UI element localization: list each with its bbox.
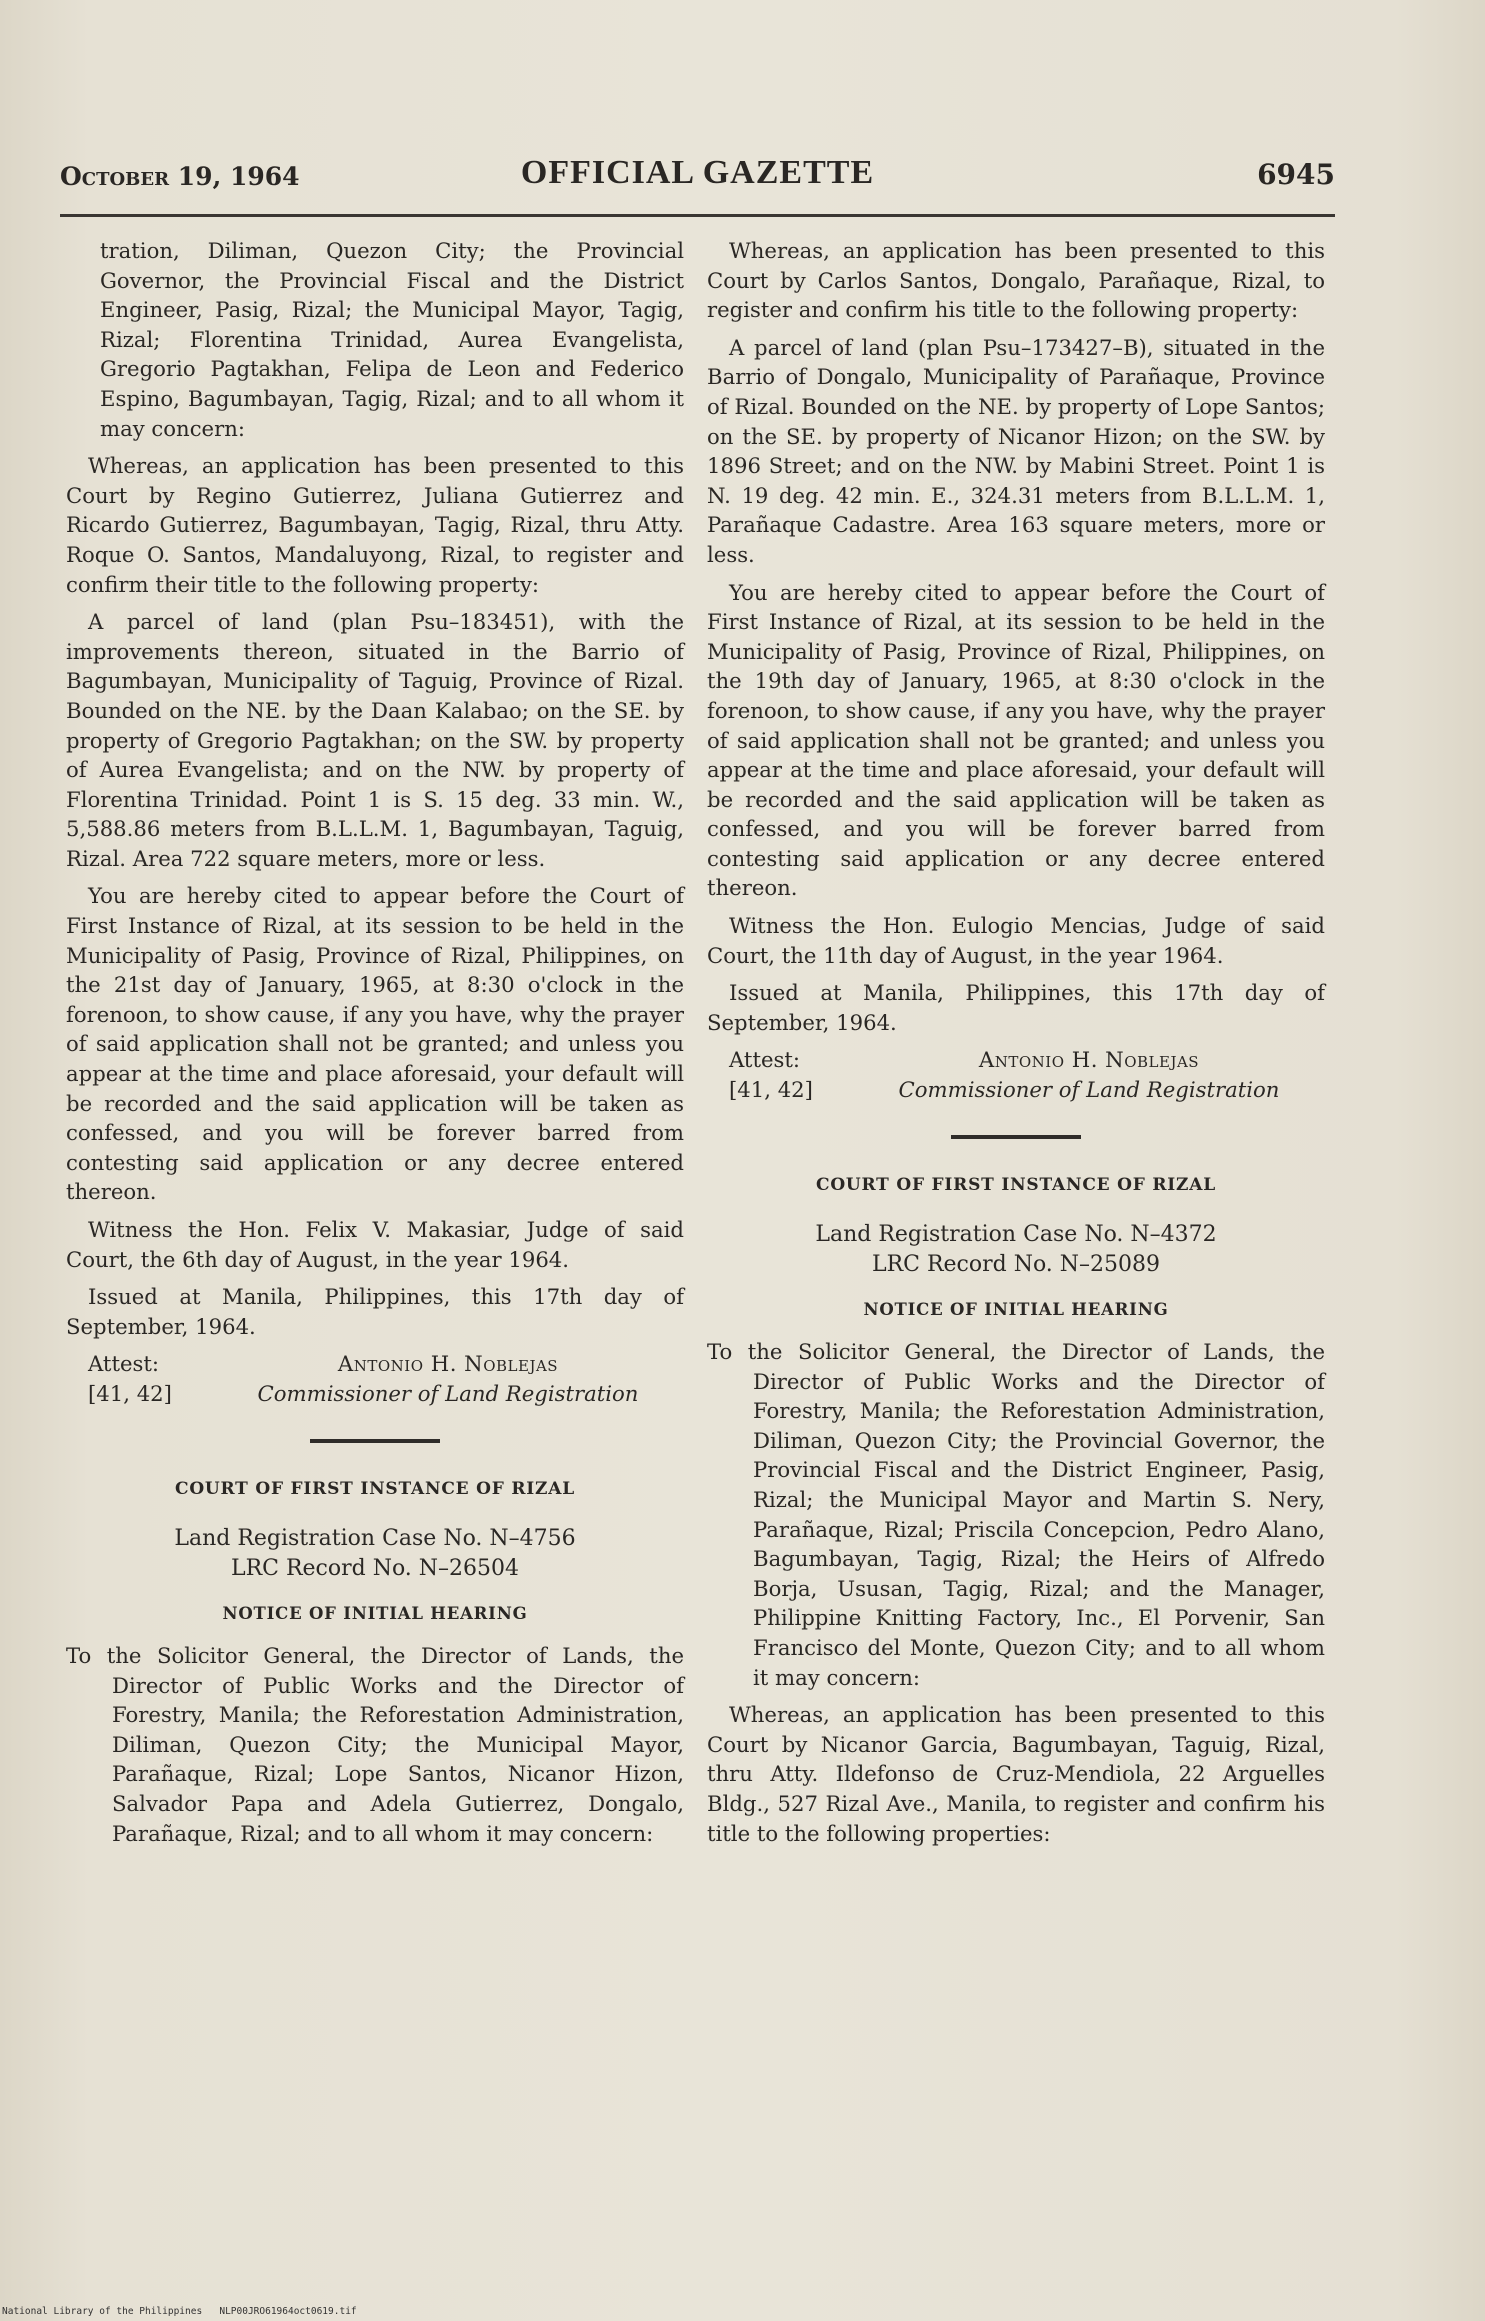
right-notice-heading: NOTICE OF INITIAL HEARING	[863, 1300, 1169, 1320]
left-paragraph-5: Witness the Hon. Felix V. Makasiar, Judge of said Court, the 6th day of August, in the year 1964.	[66, 1217, 684, 1272]
right-paragraph-7: Whereas, an application has been presented to this Court by Nicanor Garcia, Bagumbayan, Taguig, Rizal, thru Atty. Ildefonso de Cruz-Mendiola, 22 Arguelles Bldg., 527 Rizal Ave., Manila, to register and confirm his title to the following properties:	[707, 1702, 1325, 1846]
left-paragraph-4: You are hereby cited to appear before the Court of First Instance of Rizal, at its session to be held in the Municipality of Pasig, Province of Rizal, Philippines, on the 21st day of January, 1965, at 8:30 o'clock in the forenoon, to show cause, if any you have, why the prayer of said application shall not be granted; and unless you appear at the time and place aforesaid, your default will be recorded and the said application will be taken as confessed, and you will be forever barred from contesting said application or any decree entered thereon.	[66, 883, 684, 1205]
left-notice-heading: NOTICE OF INITIAL HEARING	[222, 1604, 528, 1624]
left-attest-title-line	[88, 1379, 684, 1409]
left-attest-title: Commissioner of Land Registration	[257, 1380, 639, 1406]
left-attest-label: Attest:	[88, 1351, 160, 1377]
scan-footer	[2, 2306, 357, 2317]
right-paragraph-3: You are hereby cited to appear before the Court of First Instance of Rizal, at its session to be held in the Municipality of Pasig, Province of Rizal, Philippines, on the 19th day of January, 1965, at 8:30 o'clock in the forenoon, to show cause, if any you have, why the prayer of said application shall not be granted; and unless you appear at the time and place aforesaid, your default will be recorded and the said application will be taken as confessed, and you will be forever barred from contesting said application or any decree entered thereon.	[707, 579, 1325, 901]
right-paragraph-6: To the Solicitor General, the Director of Lands, the Director of Public Works and the Director of Forestry, Manila; the Reforestation Administration, Diliman, Quezon City; the Provincial Governor, the Provincial Fiscal and the District Engineer, Pasig, Rizal; the Municipal Mayor and Martin S. Nery, Parañaque, Rizal; Priscila Concepcion, Pedro Alano, Bagumbayan, Tagig, Rizal; the Heirs of Alfredo Borja, Ususan, Tagig, Rizal; and the Manager, Philippine Knitting Factory, Inc., El Porvenir, San Francisco del Monte, Quezon City; and to all whom it may concern:	[707, 1339, 1325, 1690]
left-paragraph-1: tration, Diliman, Quezon City; the Provincial Governor, the Provincial Fiscal and the District Engineer, Pasig, Rizal; the Municipal Mayor, Tagig, Rizal; Florentina Trinidad, Aurea Evangelista, Gregorio Pagtakhan, Felipa de Leon and Federico Espino, Bagumbayan, Tagig, Rizal; and to all whom it may concern:	[100, 238, 684, 441]
left-lrc-record: LRC Record No. N–26504	[230, 1555, 520, 1581]
left-column	[66, 236, 684, 1856]
right-section-divider	[951, 1135, 1081, 1139]
left-paragraph-2: Whereas, an application has been presented to this Court by Regino Gutierrez, Juliana Gutierrez and Ricardo Gutierrez, Bagumbayan, Tagig, Rizal, thru Atty. Roque O. Santos, Mandaluyong, Rizal, to register and confirm their title to the following property:	[66, 453, 684, 597]
header-title: OFFICIAL GAZETTE	[520, 154, 875, 191]
footer-file: NLP00JRO61964oct0619.tif	[219, 2306, 357, 2317]
left-attest-ref: [41, 42]	[88, 1380, 172, 1406]
right-court-heading: COURT OF FIRST INSTANCE OF RIZAL	[815, 1174, 1216, 1195]
right-paragraph-4: Witness the Hon. Eulogio Mencias, Judge of said Court, the 11th day of August, in the year 1964.	[707, 913, 1325, 968]
header-date: October 19, 1964	[60, 162, 300, 191]
right-attest-title: Commissioner of Land Registration	[898, 1077, 1280, 1103]
right-attest-label: Attest:	[729, 1047, 801, 1073]
right-paragraph-1: Whereas, an application has been presented to this Court by Carlos Santos, Dongalo, Parañaque, Rizal, to register and confirm his title to the following property:	[707, 238, 1325, 323]
left-case-number: Land Registration Case No. N–4756	[174, 1526, 576, 1552]
right-paragraph-2: A parcel of land (plan Psu–173427–B), situated in the Barrio of Dongalo, Municipality of Parañaque, Province of Rizal. Bounded on the NE. by property of Lope Santos; on the SE. by property of Nicanor Hizon; on the SW. by 1896 Street; and on the NW. by Mabini Street. Point 1 is N. 19 deg. 42 min. E., 324.31 meters from B.L.L.M. 1, Parañaque Cadastre. Area 163 square meters, more or less.	[707, 334, 1325, 567]
left-paragraph-7: To the Solicitor General, the Director of Lands, the Director of Public Works and the Director of Forestry, Manila; the Reforestation Administration, Diliman, Quezon City; the Municipal Mayor, Parañaque, Rizal; Lope Santos, Nicanor Hizon, Salvador Papa and Adela Gutierrez, Dongalo, Parañaque, Rizal; and to all whom it may concern:	[66, 1642, 684, 1846]
left-paragraph-3: A parcel of land (plan Psu–183451), with the improvements thereon, situated in the Barrio of Bagumbayan, Municipality of Taguig, Province of Rizal. Bounded on the NE. by the Daan Kalabao; on the SE. by property of Gregorio Pagtakhan; on the SW. by property of Aurea Evangelista; and on the NW. by property of Florentina Trinidad. Point 1 is S. 15 deg. 33 min. W., 5,588.86 meters from B.L.L.M. 1, Bagumbayan, Taguig, Rizal. Area 722 square meters, more or less.	[66, 609, 684, 871]
right-attest-ref: [41, 42]	[729, 1077, 813, 1103]
page-header	[60, 150, 1335, 202]
left-attest-line	[88, 1349, 684, 1379]
left-paragraph-6: Issued at Manila, Philippines, this 17th day of September, 1964.	[66, 1284, 684, 1339]
right-column	[707, 236, 1325, 1856]
footer-library: National Library of the Philippines	[2, 2306, 203, 2317]
left-court-heading: COURT OF FIRST INSTANCE OF RIZAL	[174, 1478, 575, 1499]
header-rule	[60, 214, 1335, 217]
right-lrc-record: LRC Record No. N–25089	[871, 1251, 1161, 1277]
right-attest-line	[729, 1045, 1325, 1075]
header-page-number: 6945	[1257, 158, 1335, 191]
left-attest-name: Antonio H. Noblejas	[337, 1351, 559, 1377]
left-section-divider	[310, 1439, 440, 1443]
right-attest-name: Antonio H. Noblejas	[978, 1047, 1200, 1073]
right-case-number: Land Registration Case No. N–4372	[815, 1222, 1217, 1248]
right-attest-title-line	[729, 1075, 1325, 1105]
right-paragraph-5: Issued at Manila, Philippines, this 17th day of September, 1964.	[707, 980, 1325, 1035]
